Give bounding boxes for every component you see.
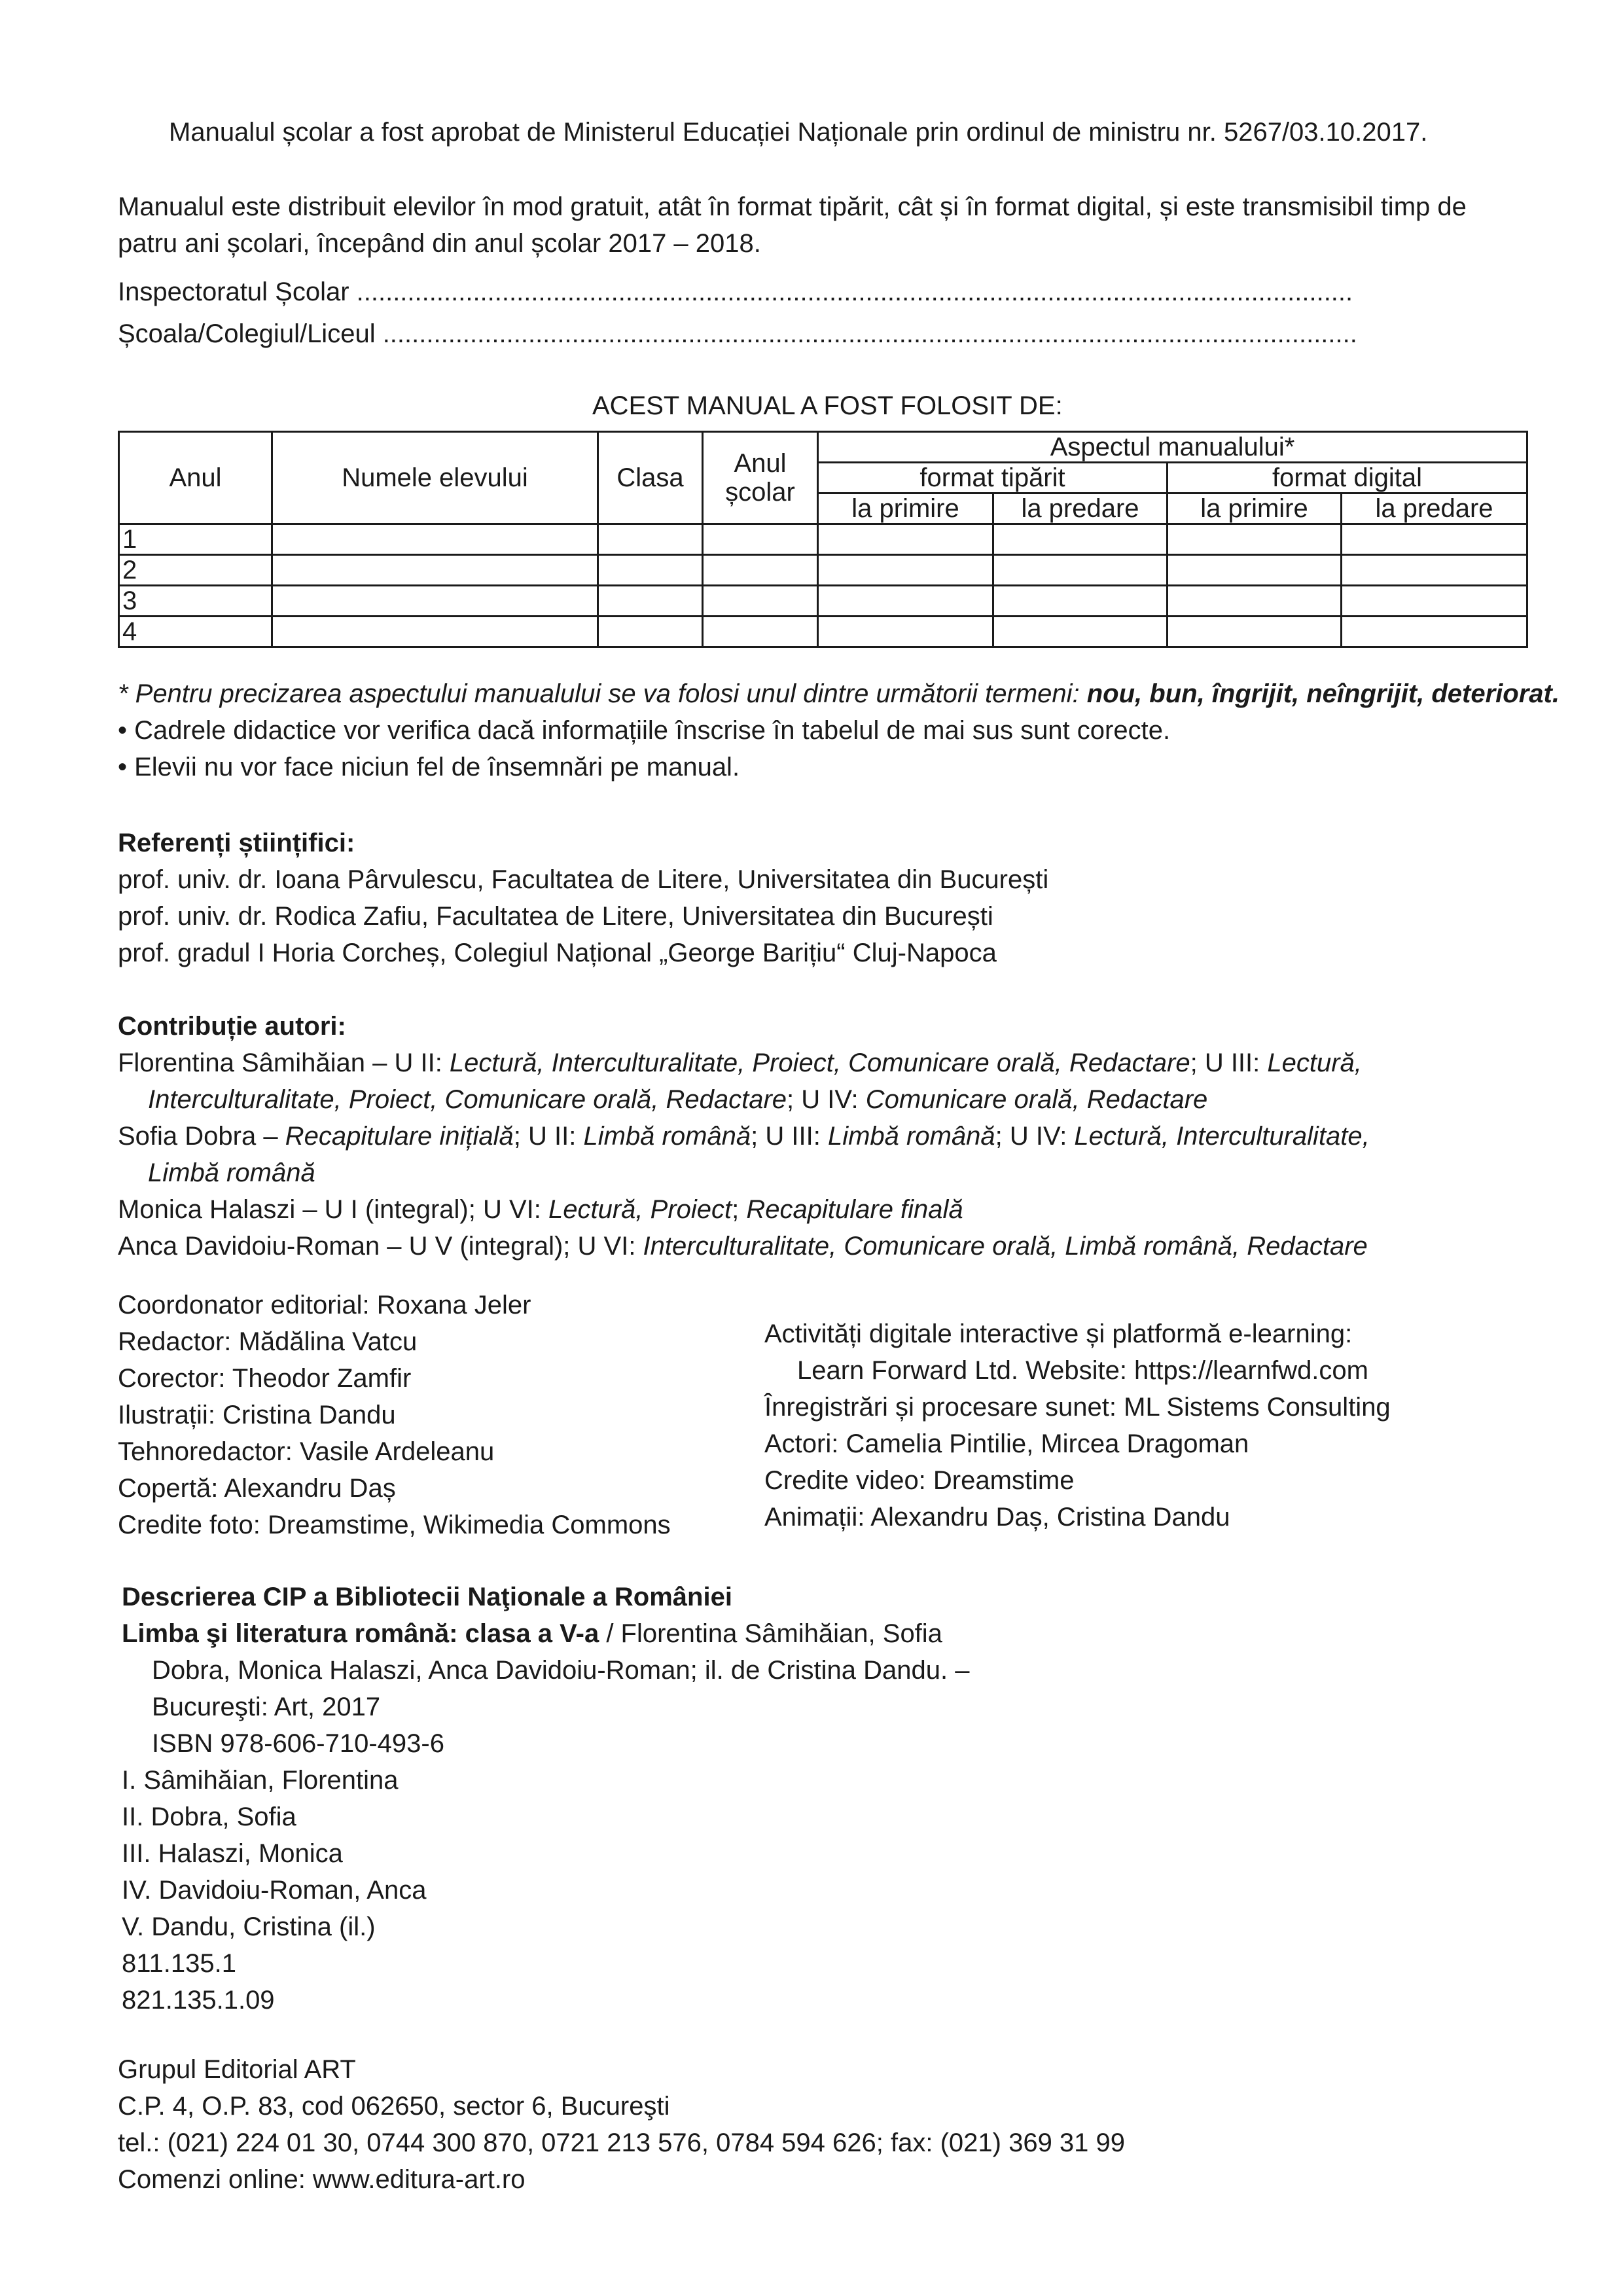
header-la-primire-tiparit: la primire	[818, 493, 993, 524]
cip-index-item: IV. Davidoiu-Roman, Anca	[122, 1876, 427, 1905]
publisher-phones: tel.: (021) 224 01 30, 0744 300 870, 0721 213 576, 0784 594 626; fax: (021) 369 31 99	[118, 2128, 1126, 2157]
table-row	[119, 617, 1527, 647]
cell-nume[interactable]	[272, 586, 598, 617]
cip-title: Limba şi literatura română: clasa a V-a	[122, 1619, 599, 1648]
author-units: Interculturalitate, Proiect, Comunicare orală, Redactare	[148, 1085, 787, 1114]
header-aspect: Aspectul manualului*	[818, 432, 1527, 463]
approval-text: Manualul școlar a fost aprobat de Ministerul Educației Naționale prin ordinul de ministru nr. 5267/03.10.2017.	[169, 118, 1428, 147]
credit-item: Activități digitale interactive și platformă e-learning:	[764, 1319, 1353, 1348]
author-line-cont	[118, 1081, 1531, 1118]
note-bullet-1: • Cadrele didactice vor verifica dacă informațiile înscrise în tabelul de mai sus sunt corecte.	[118, 716, 1171, 745]
cell-digital-predare[interactable]	[1342, 555, 1527, 586]
cip-index-item: III. Halaszi, Monica	[122, 1839, 343, 1868]
author-units: Lectură, Proiect	[548, 1195, 732, 1224]
row-number: 4	[119, 617, 272, 647]
footnote-text: * Pentru precizarea aspectului manualului se va folosi unul dintre următorii termeni:	[118, 679, 1087, 708]
credit-item: Redactor: Mădălina Vatcu	[118, 1327, 418, 1356]
author-name: Monica Halaszi – U I (integral); U VI:	[118, 1195, 548, 1224]
cell-an-scolar[interactable]	[703, 617, 818, 647]
cip-heading: Descrierea CIP a Bibliotecii Naţionale a României	[122, 1583, 732, 1611]
credit-item: Animații: Alexandru Daș, Cristina Dandu	[764, 1503, 1230, 1532]
header-numele-elevului: Numele elevului	[272, 432, 598, 524]
cip-index-item: I. Sâmihăian, Florentina	[122, 1766, 399, 1795]
cell-tiparit-primire[interactable]	[818, 617, 993, 647]
credit-item: Credite foto: Dreamstime, Wikimedia Commons	[118, 1511, 671, 1539]
publisher-section	[118, 2051, 1125, 2198]
credit-item: Înregistrări și procesare sunet: ML Sistems Consulting	[764, 1393, 1391, 1422]
cell-digital-primire[interactable]	[1168, 586, 1342, 617]
credit-item: Copertă: Alexandru Daș	[118, 1474, 396, 1503]
usage-table	[118, 431, 1528, 648]
header-clasa: Clasa	[598, 432, 703, 524]
row-number: 1	[119, 524, 272, 555]
author-units: Recapitulare inițială	[285, 1122, 514, 1151]
cell-nume[interactable]	[272, 524, 598, 555]
header-format-digital: format digital	[1168, 463, 1527, 493]
author-line	[118, 1191, 1531, 1228]
cell-digital-predare[interactable]	[1342, 524, 1527, 555]
author-sep: ; U III:	[1190, 1049, 1268, 1077]
author-sep: ;	[732, 1195, 747, 1224]
cell-tiparit-predare[interactable]	[993, 524, 1168, 555]
header-la-predare-tiparit: la predare	[993, 493, 1168, 524]
cip-index-item: 821.135.1.09	[122, 1986, 275, 2015]
table-notes	[118, 675, 1560, 785]
credit-item: Ilustrații: Cristina Dandu	[118, 1401, 396, 1429]
contributie-section	[118, 1008, 1531, 1265]
author-line	[118, 1228, 1531, 1265]
author-sep: ; U IV:	[995, 1122, 1075, 1151]
cell-tiparit-primire[interactable]	[818, 555, 993, 586]
credit-item: Coordonator editorial: Roxana Jeler	[118, 1291, 531, 1319]
author-units: Interculturalitate, Comunicare orală, Limbă română, Redactare	[643, 1232, 1368, 1261]
cell-nume[interactable]	[272, 617, 598, 647]
header-anul-scolar-line1: Anul	[734, 449, 787, 478]
scoala-field: Școala/Colegiul/Liceul ......................................................................................................................................	[118, 319, 1357, 348]
cip-line: Bucureşti: Art, 2017	[152, 1693, 381, 1721]
publisher-online: Comenzi online: www.editura-art.ro	[118, 2165, 526, 2194]
referenti-heading: Referenți științifici:	[118, 829, 355, 857]
credit-item: Tehnoredactor: Vasile Ardeleanu	[118, 1437, 495, 1466]
author-units: Limbă română	[148, 1158, 315, 1187]
credit-item: Credite video: Dreamstime	[764, 1466, 1075, 1495]
cell-an-scolar[interactable]	[703, 586, 818, 617]
cell-clasa[interactable]	[598, 555, 703, 586]
referent-item: prof. univ. dr. Ioana Pârvulescu, Facultatea de Litere, Universitatea din București	[118, 865, 1049, 894]
cip-line: Dobra, Monica Halaszi, Anca Davidoiu-Roman; il. de Cristina Dandu. –	[152, 1656, 970, 1685]
author-line	[118, 1045, 1531, 1081]
table-row	[119, 555, 1527, 586]
footnote-terms: nou, bun, îngrijit, neîngrijit, deteriorat.	[1086, 679, 1560, 708]
credits-right	[764, 1316, 1391, 1535]
author-units: Lectură,	[1267, 1049, 1362, 1077]
publisher-address: C.P. 4, O.P. 83, cod 062650, sector 6, Bucureşti	[118, 2092, 670, 2121]
author-sep: ; U III:	[751, 1122, 828, 1151]
header-format-tiparit: format tipărit	[818, 463, 1168, 493]
credit-item: Actori: Camelia Pintilie, Mircea Dragoman	[764, 1429, 1249, 1458]
author-units: Recapitulare finală	[746, 1195, 963, 1224]
cell-an-scolar[interactable]	[703, 555, 818, 586]
cell-an-scolar[interactable]	[703, 524, 818, 555]
header-anul-scolar	[703, 432, 818, 524]
header-anul-scolar-line2: școlar	[725, 478, 795, 507]
cip-index-item: 811.135.1	[122, 1949, 236, 1978]
cell-digital-primire[interactable]	[1168, 617, 1342, 647]
author-sep: ; U II:	[513, 1122, 584, 1151]
cell-tiparit-primire[interactable]	[818, 524, 993, 555]
header-la-predare-digital: la predare	[1342, 493, 1527, 524]
note-bullet-2: • Elevii nu vor face niciun fel de însemnări pe manual.	[118, 753, 740, 781]
cell-tiparit-primire[interactable]	[818, 586, 993, 617]
credits-left	[118, 1287, 671, 1543]
author-units: Limbă română	[827, 1122, 995, 1151]
cip-title-line	[122, 1615, 969, 1652]
author-sep: ; U IV:	[787, 1085, 866, 1114]
header-la-primire-digital: la primire	[1168, 493, 1342, 524]
inspectorat-field: Inspectoratul Școlar .........................................................................................................................................	[118, 278, 1353, 306]
cell-digital-primire[interactable]	[1168, 524, 1342, 555]
author-line-cont	[118, 1155, 1531, 1191]
credit-item: Corector: Theodor Zamfir	[118, 1364, 412, 1393]
cell-clasa[interactable]	[598, 617, 703, 647]
author-units: Limbă română	[583, 1122, 751, 1151]
row-number: 2	[119, 555, 272, 586]
cell-nume[interactable]	[272, 555, 598, 586]
author-units: Comunicare orală, Redactare	[865, 1085, 1208, 1114]
distribution-line-2: patru ani școlari, începând din anul școlar 2017 – 2018.	[118, 229, 761, 258]
header-anul: Anul	[119, 432, 272, 524]
cell-digital-predare[interactable]	[1342, 617, 1527, 647]
distribution-line-1: Manualul este distribuit elevilor în mod gratuit, atât în format tipărit, cât și în format digital, și este transmisibil timp de	[118, 192, 1467, 221]
table-title: ACEST MANUAL A FOST FOLOSIT DE:	[592, 391, 1063, 420]
contributie-heading: Contribuție autori:	[118, 1012, 346, 1041]
author-units: Lectură, Interculturalitate, Proiect, Comunicare orală, Redactare	[449, 1049, 1190, 1077]
distribution-paragraph	[118, 188, 1531, 262]
table-row	[119, 524, 1527, 555]
cip-index-item: II. Dobra, Sofia	[122, 1803, 296, 1831]
credit-item: Learn Forward Ltd. Website: https://learnfwd.com	[797, 1356, 1368, 1385]
cell-tiparit-predare[interactable]	[993, 617, 1168, 647]
cell-tiparit-predare[interactable]	[993, 555, 1168, 586]
cell-clasa[interactable]	[598, 586, 703, 617]
referent-item: prof. gradul I Horia Corcheș, Colegiul Național „George Barițiu“ Cluj-Napoca	[118, 939, 997, 967]
cell-tiparit-predare[interactable]	[993, 586, 1168, 617]
author-units: Lectură, Interculturalitate,	[1074, 1122, 1370, 1151]
cip-authors: / Florentina Sâmihăian, Sofia	[599, 1619, 942, 1648]
row-number: 3	[119, 586, 272, 617]
author-name: Anca Davidoiu-Roman – U V (integral); U VI:	[118, 1232, 643, 1261]
table-row	[119, 586, 1527, 617]
referent-item: prof. univ. dr. Rodica Zafiu, Facultatea de Litere, Universitatea din București	[118, 902, 993, 931]
author-line	[118, 1118, 1531, 1155]
cell-digital-primire[interactable]	[1168, 555, 1342, 586]
footnote	[118, 675, 1560, 712]
cell-digital-predare[interactable]	[1342, 586, 1527, 617]
cip-section	[122, 1579, 969, 2018]
author-name: Florentina Sâmihăian – U II:	[118, 1049, 450, 1077]
publisher-name: Grupul Editorial ART	[118, 2055, 356, 2084]
cip-isbn: ISBN 978-606-710-493-6	[152, 1729, 444, 1758]
referenti-section	[118, 825, 1531, 971]
author-name: Sofia Dobra –	[118, 1122, 285, 1151]
cell-clasa[interactable]	[598, 524, 703, 555]
cip-index-item: V. Dandu, Cristina (il.)	[122, 1912, 376, 1941]
